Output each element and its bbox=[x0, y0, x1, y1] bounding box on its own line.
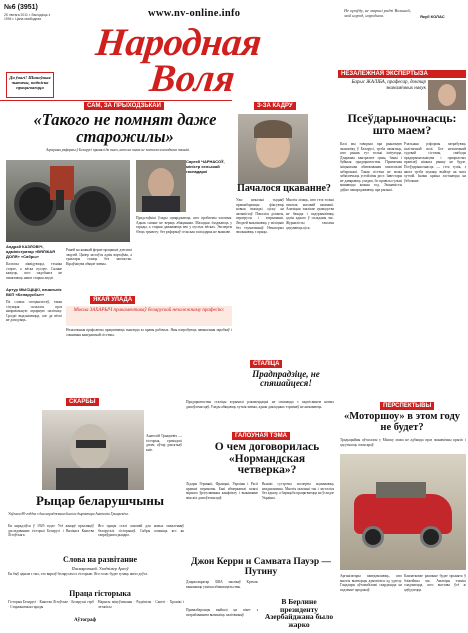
motto-author: Якуб КОЛАС bbox=[420, 14, 445, 19]
rycar-side: Анатолій Грыцкевіч — гісторык, грамадскі дзеяч, аўтар дзясяткаў кніг. bbox=[146, 434, 182, 452]
tractor-photo bbox=[6, 160, 130, 242]
col3-author: Барыс ЖАЛІБА, прафесар, доктар эканамічных навук bbox=[351, 80, 426, 91]
motor-headline: «Моторшоу» в этом году не будет? bbox=[343, 411, 461, 433]
left-body-4: Прадстаўнікі ўлады сцвярджаюць, што праблемы часовыя. Аднак сяляне не вераць абяцанням. Маладыя з'язджаюць у гарады, а старыя дажываюць век у пустых вёсках. Эксперты б'юць трывогу: без рэформаў сельская гаспадарка не выжыве. bbox=[136, 216, 232, 234]
autograph-label: Аўтограф bbox=[74, 618, 97, 623]
rycar-photo bbox=[42, 410, 144, 490]
col3-body-b: Рэальныя рэформы патрабуюць палітычнай волі. Без незалежнай судовай сістэмы, свабоды прадпрымальніцтва і празрыстых правілаў ніякага рынку не будзе. Псеўдарыночнасць — гэта тупік, з якога трэба шукаць выйсце як мага хутчэй. Інакш краіна застанецца на ўзбочыне. bbox=[404, 142, 466, 183]
headline-col2: Пачалося цкаванне? bbox=[237, 183, 331, 194]
mid-body: Прадпрыемствы сталіцы атрымалі рэкамендацыі не спяшацца з падпісаннем новых дамоўленасцяў. Улады абяцаюць хуткія змены, аднак дакладных тэрмінаў не называюць. bbox=[186, 400, 334, 409]
portrait-caption: Сяргей ЧАРНАСОЎ, міністр сельскай гаспадаркі bbox=[186, 159, 225, 174]
headline-left: «Такого не помнят даже старожилы» bbox=[33, 110, 217, 146]
baku-headline: В Берлине президенту Азербайджана было жарко bbox=[264, 597, 334, 629]
rycar-body-a: Ён нарадзіўся ў 1929 годзе. Усё жыццё прысвяціў даследаванню гісторыі Беларусі і Вялікага Княства Літоўскага. bbox=[8, 524, 94, 538]
col3-body-a: Калі мы гаворым пра рыначную эканоміку ў Беларусі, трэба памятаць, што рынак тут толькі імітуецца. Дзяржава кантралюе цэны, банкі і буйныя прадпрыемствы. Прыватная ініцыятыва абмежаваная шматлікімі забаронамі. Такая сістэма не можа забяспечыць устойлівы рост. Інвестары не давяраюць уладам, бо правілы гульні мяняюцца кожны год. Эканамісты даўно папярэджваюць пра рызыкі. bbox=[340, 142, 402, 192]
slova-sub: Пасмяротнай. Уладзімер Арлоў bbox=[71, 566, 129, 571]
subscription-text: Да ўвагі! Шаноўныя чытачы, падпіска працягваецца bbox=[9, 75, 51, 91]
rycar-rubric: СКАРБЫ bbox=[66, 398, 99, 406]
car-photo bbox=[340, 454, 466, 570]
left-body-1: Калгасы ліквідуюцца, тэхніка старэе, а вёска пусцее. Сяляне кажуць, што падобнага не памятаюць нават старыя людзі. bbox=[6, 262, 62, 280]
rubric-col3: НЕЗАЛЕЖНАЯ ЭКСПЕРТЫЗА bbox=[338, 70, 466, 78]
rubric-col2: З-ЗА КАДРУ bbox=[254, 102, 296, 110]
rycar-headline: Рыцар беларушчыны bbox=[35, 493, 165, 508]
divider bbox=[0, 100, 232, 101]
newspaper-title-line1: Народная bbox=[93, 21, 264, 64]
rycar-body-b: Яго працы сталі асновай для новых пакаленняў беларускіх гісторыкаў. Сябры помняць яго як сапраўднага рыцара. bbox=[98, 524, 184, 538]
quote-rubric: ЯКАЯ УЛАДА bbox=[90, 296, 135, 304]
baku-body: Праваабаронцы выйшлі на пікет з патрабаваннем вызваліць палітвязняў. bbox=[186, 608, 258, 617]
woman-photo bbox=[238, 114, 308, 184]
motor-body-b: Канчатковае рашэнне будзе прынята ў бліжэйшы час. Аматары тэхнікі спадзяюцца, што выстава ўсё ж адбудзецца. bbox=[404, 574, 466, 592]
praca-list-b: Нарысы мінуўшчыны · Радзівілы · Сапегі · Хронікі і летапісы bbox=[98, 600, 184, 609]
motto: Не праўду, не маркні радзі Вольнай, мой народ, народная. bbox=[344, 8, 411, 19]
motor-lead: Традыцыйны аўтасалон у Мінску можа не адбыцца праз эканамічны крызіс і адсутнасць спонсараў. bbox=[340, 438, 466, 447]
quote-box bbox=[66, 306, 232, 326]
left-body-3: Раней на кожнай ферме працавалі дзесяткі людзей. Цяпер застаўся адзін вартаўнік, а трактары стаяць без запчастак. Кіраўніцтва абяцае змены. bbox=[66, 248, 132, 266]
col2-body-a: Ужо некалькі тыдняў праваабаронцы фіксуюць новыя выпадкі ціску на актывістаў. Пачаліся допыты, ператрусы і затрыманні. Людзей выклікаюць у міліцыю без тлумачэнняў. Некаторых звальняюць з працы. bbox=[236, 198, 284, 235]
lead-left: Аграрныя рэформы ў Беларусі прывялі да таго, што на палях не засталося ніводнага тэхнікі. bbox=[45, 148, 191, 152]
author-photo bbox=[428, 80, 466, 110]
motor-rubric: ПЕРСПЕКТЫВЫ bbox=[380, 402, 434, 410]
slova-headline: Слова на развітанне bbox=[63, 555, 137, 564]
mid-headline: Прадпрадзіце, не спяшайцеся! bbox=[252, 369, 320, 389]
headline-col3: Псеўдарыночнасць: што маем? bbox=[347, 111, 457, 138]
site-url[interactable]: www.nv-online.info bbox=[148, 8, 241, 19]
issue-number: №6 (3951) bbox=[4, 4, 38, 11]
normandy-body-b: Вынікі сустрэчы эксперты ацэньваюць неадназначна. Многія пытанні так і засталіся без адказу, а барацьба працягваецца на ўсходзе Украіны. bbox=[262, 482, 334, 500]
left-body-2: Па словах спецыялістаў, такая сітуацыя склалася праз няправільную аграрную палітыку. Сродкі выдзяляюцца, але да вёскі не даходзяць. bbox=[6, 300, 62, 323]
newspaper-title-line2: Воля bbox=[147, 57, 237, 100]
normandy-rubric: ГАЛОЎНАЯ ТЭМА bbox=[232, 432, 290, 440]
portrait-photo bbox=[136, 160, 186, 212]
praca-list-a: Гісторыя Беларусі · Княства Літоўскае · Беларускі герб · Старажытныя гарады bbox=[8, 600, 94, 609]
slova-body: Ён быў адным з тых, хто вяртаў беларусам іх гісторыю. Яго голас будзе гучаць яшчэ доўга. bbox=[8, 572, 148, 576]
issue-info: 25 лютага 2011 г. Выходзіць з 1994 г. Цана свабодная bbox=[4, 13, 51, 22]
normandy-headline: О чем договорилась «Нормандская четверка»? bbox=[214, 441, 320, 477]
kerry-headline: Джон Керри и Самвата Пауэр — Путину bbox=[190, 557, 332, 577]
quote-body: Незалежныя прафсаюзы працягваюць змагацца за правы рабочых. Яны патрабуюць павышэння заробкаў і спынення кантрактнай сістэмы. bbox=[66, 328, 232, 337]
rubric-left: САМ, ЗА ПРЫХОДЗЬКАЙ bbox=[84, 102, 164, 110]
tractor-caption: Андрэй КАЗЛОВІЧ, адміністратар «ВЯЛІКАЯ ДОЛЯ» «Сябры» bbox=[6, 244, 55, 259]
rycar-lead: Уяўляем 80-годдзя з дня нараджэння былога дырэктара Анатолія Грыцкевіча. bbox=[8, 512, 129, 516]
motor-body-a: Арганізатары паведамляюць, што многія вытворцы адмовіліся ад удзелу. Гандляры аўтамабілямі скардзяцца на падзенне продажаў. bbox=[340, 574, 402, 592]
man-caption: Артур МЫСЦІЦКІ, начальнік ВКП «Беларусбыт» bbox=[6, 287, 62, 297]
normandy-body-a: Лідары Германіі, Францыі, Украіны і Расіі правялі перамовы. Бакі абмеркавалі шляхі мірнага ўрэгулявання канфлікту і выкананне мінскіх дамоўленасцяў. bbox=[186, 482, 258, 500]
subscription-box[interactable] bbox=[6, 72, 54, 98]
praca-headline: Праца гісторыка bbox=[69, 589, 131, 598]
mid-rubric: СТАЛІЦА bbox=[250, 360, 282, 368]
quote-text: Мікола ЗАХАРЫЧ пракаментаваў беларускай незалежнаму прафесію: bbox=[73, 308, 225, 313]
col2-body-b: Многія лічаць, што гэта толькі пачатак масавай кампаніі. Апазіцыя заклікае грамадства не баяцца і падтрымліваць адзін аднаго ў складаны час. Журналісты таксама адчуваюць ціск. bbox=[286, 198, 334, 230]
kerry-body: Дзяржсакратар ЗША заклікаў Крэмль выконваць узятыя абавязацельствы. bbox=[186, 580, 258, 589]
